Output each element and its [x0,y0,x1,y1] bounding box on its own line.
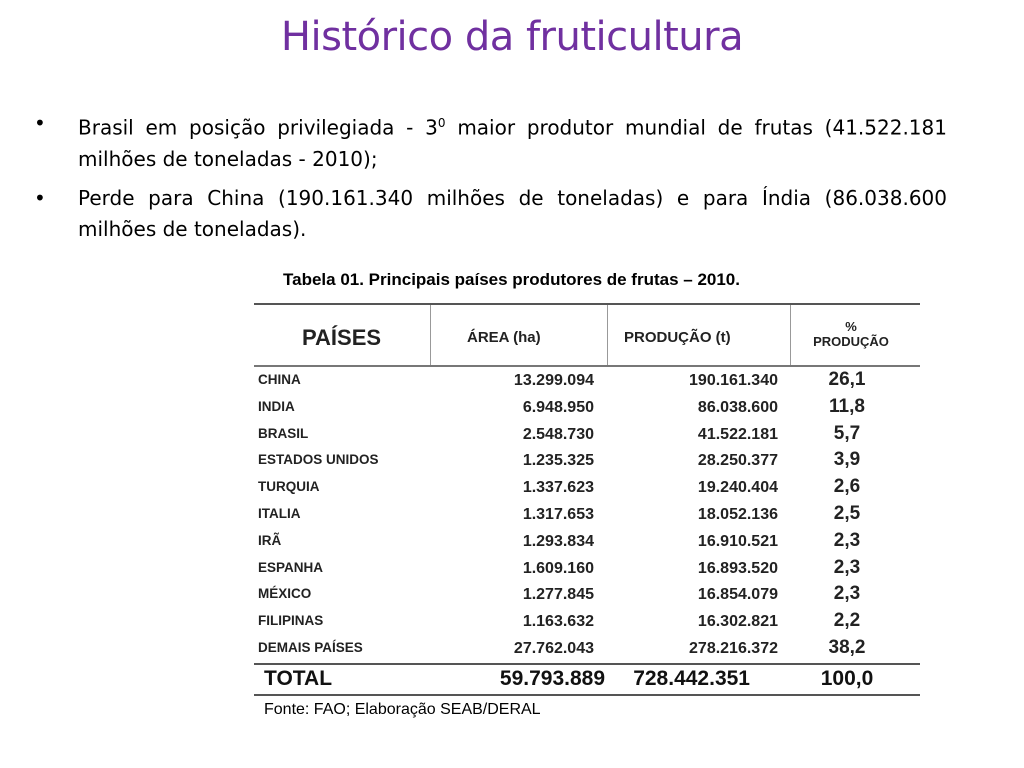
cell-production: 28.250.377 [697,452,778,470]
cell-area: 1.317.653 [522,505,594,523]
header-production: PRODUÇÃO (t) [624,329,731,346]
total-label: TOTAL [264,667,333,690]
slide-title: Histórico da fruticultura [280,14,744,60]
cell-area: 2.548.730 [522,425,594,443]
header-percent-label: PRODUÇÃO [813,334,889,349]
cell-percent: 2,2 [833,610,861,632]
cell-percent: 38,2 [828,636,866,658]
bullet-text: Brasil em posição privilegiada - 3 [78,115,438,140]
cell-area: 1.277.845 [522,586,594,604]
bullet-item-brasil [34,108,947,175]
column-divider [607,305,608,365]
bullet-text: Perde para China (190.161.340 milhões de toneladas) e para Índia (86.038.600 milhões de toneladas). [78,185,947,241]
cell-percent: 11,8 [829,395,865,417]
cell-production: 16.302.821 [697,613,778,631]
cell-production: 16.893.520 [697,559,778,577]
table-row [254,395,920,422]
header-percent-production [798,319,904,349]
table-row [254,636,920,663]
cell-production: 278.216.372 [689,639,778,657]
cell-percent: 26,1 [828,369,866,390]
table-row [254,582,920,609]
table-row [254,422,920,449]
cell-production: 86.038.600 [697,398,778,416]
bullet-superscript: 0 [437,116,446,130]
cell-area: 6.948.950 [522,398,594,416]
cell-production: 190.161.340 [689,372,778,389]
table-row [254,502,920,529]
cell-production: 41.522.181 [697,425,778,443]
cell-percent: 5,7 [833,422,861,444]
cell-country: FILIPINAS [258,613,324,629]
cell-country: INDIA [258,398,295,414]
bullet-text-continued: maior produtor mundial de frutas (41.522.181 milhões de toneladas - 2010); [78,115,947,171]
bullet-marker: • [34,185,46,210]
fruit-producers-table [254,303,920,696]
table-body [254,368,920,663]
total-production: 728.442.351 [633,667,750,690]
column-divider [430,305,431,365]
cell-area: 1.163.632 [522,613,594,631]
table-total-row [254,663,920,694]
cell-production: 18.052.136 [697,505,778,523]
cell-country: BRASIL [258,425,309,441]
table-row [254,368,920,395]
table-row [254,448,920,475]
cell-production: 19.240.404 [697,479,778,497]
cell-country: MÉXICO [258,586,312,602]
cell-percent: 2,5 [833,502,861,524]
cell-percent: 2,6 [833,476,861,498]
column-divider [790,305,791,365]
cell-production: 16.910.521 [697,532,778,550]
cell-country: IRÃ [258,532,282,548]
cell-area: 13.299.094 [513,372,594,389]
bullet-marker: • [34,111,46,135]
table-row [254,529,920,556]
total-area: 59.793.889 [499,667,605,690]
cell-production: 16.854.079 [697,586,778,604]
cell-percent: 2,3 [833,583,861,605]
total-percent: 100,0 [820,667,874,690]
table-row [254,475,920,502]
table-source: Fonte: FAO; Elaboração SEAB/DERAL [264,701,541,718]
cell-area: 1.337.623 [522,479,594,497]
table-row [254,609,920,636]
cell-country: ESTADOS UNIDOS [258,452,379,468]
table-header [254,305,920,367]
cell-percent: 2,3 [833,556,861,578]
table-row [254,556,920,583]
cell-percent: 2,3 [833,529,861,551]
header-countries: PAÍSES [302,325,382,350]
cell-country: ESPANHA [258,559,324,575]
bullet-list [34,108,947,253]
header-area: ÁREA (ha) [467,329,541,346]
cell-country: ITALIA [258,505,301,521]
header-percent-symbol: % [845,319,857,334]
cell-area: 1.609.160 [522,559,594,577]
cell-area: 27.762.043 [513,639,594,657]
cell-area: 1.293.834 [522,532,594,550]
bullet-item-china-india [34,183,947,245]
cell-country: DEMAIS PAÍSES [258,639,363,655]
cell-country: CHINA [258,372,301,387]
cell-country: TURQUIA [258,479,320,495]
cell-area: 1.235.325 [522,452,594,470]
cell-percent: 3,9 [833,449,861,471]
table-caption: Tabela 01. Principais países produtores de frutas – 2010. [283,270,740,289]
